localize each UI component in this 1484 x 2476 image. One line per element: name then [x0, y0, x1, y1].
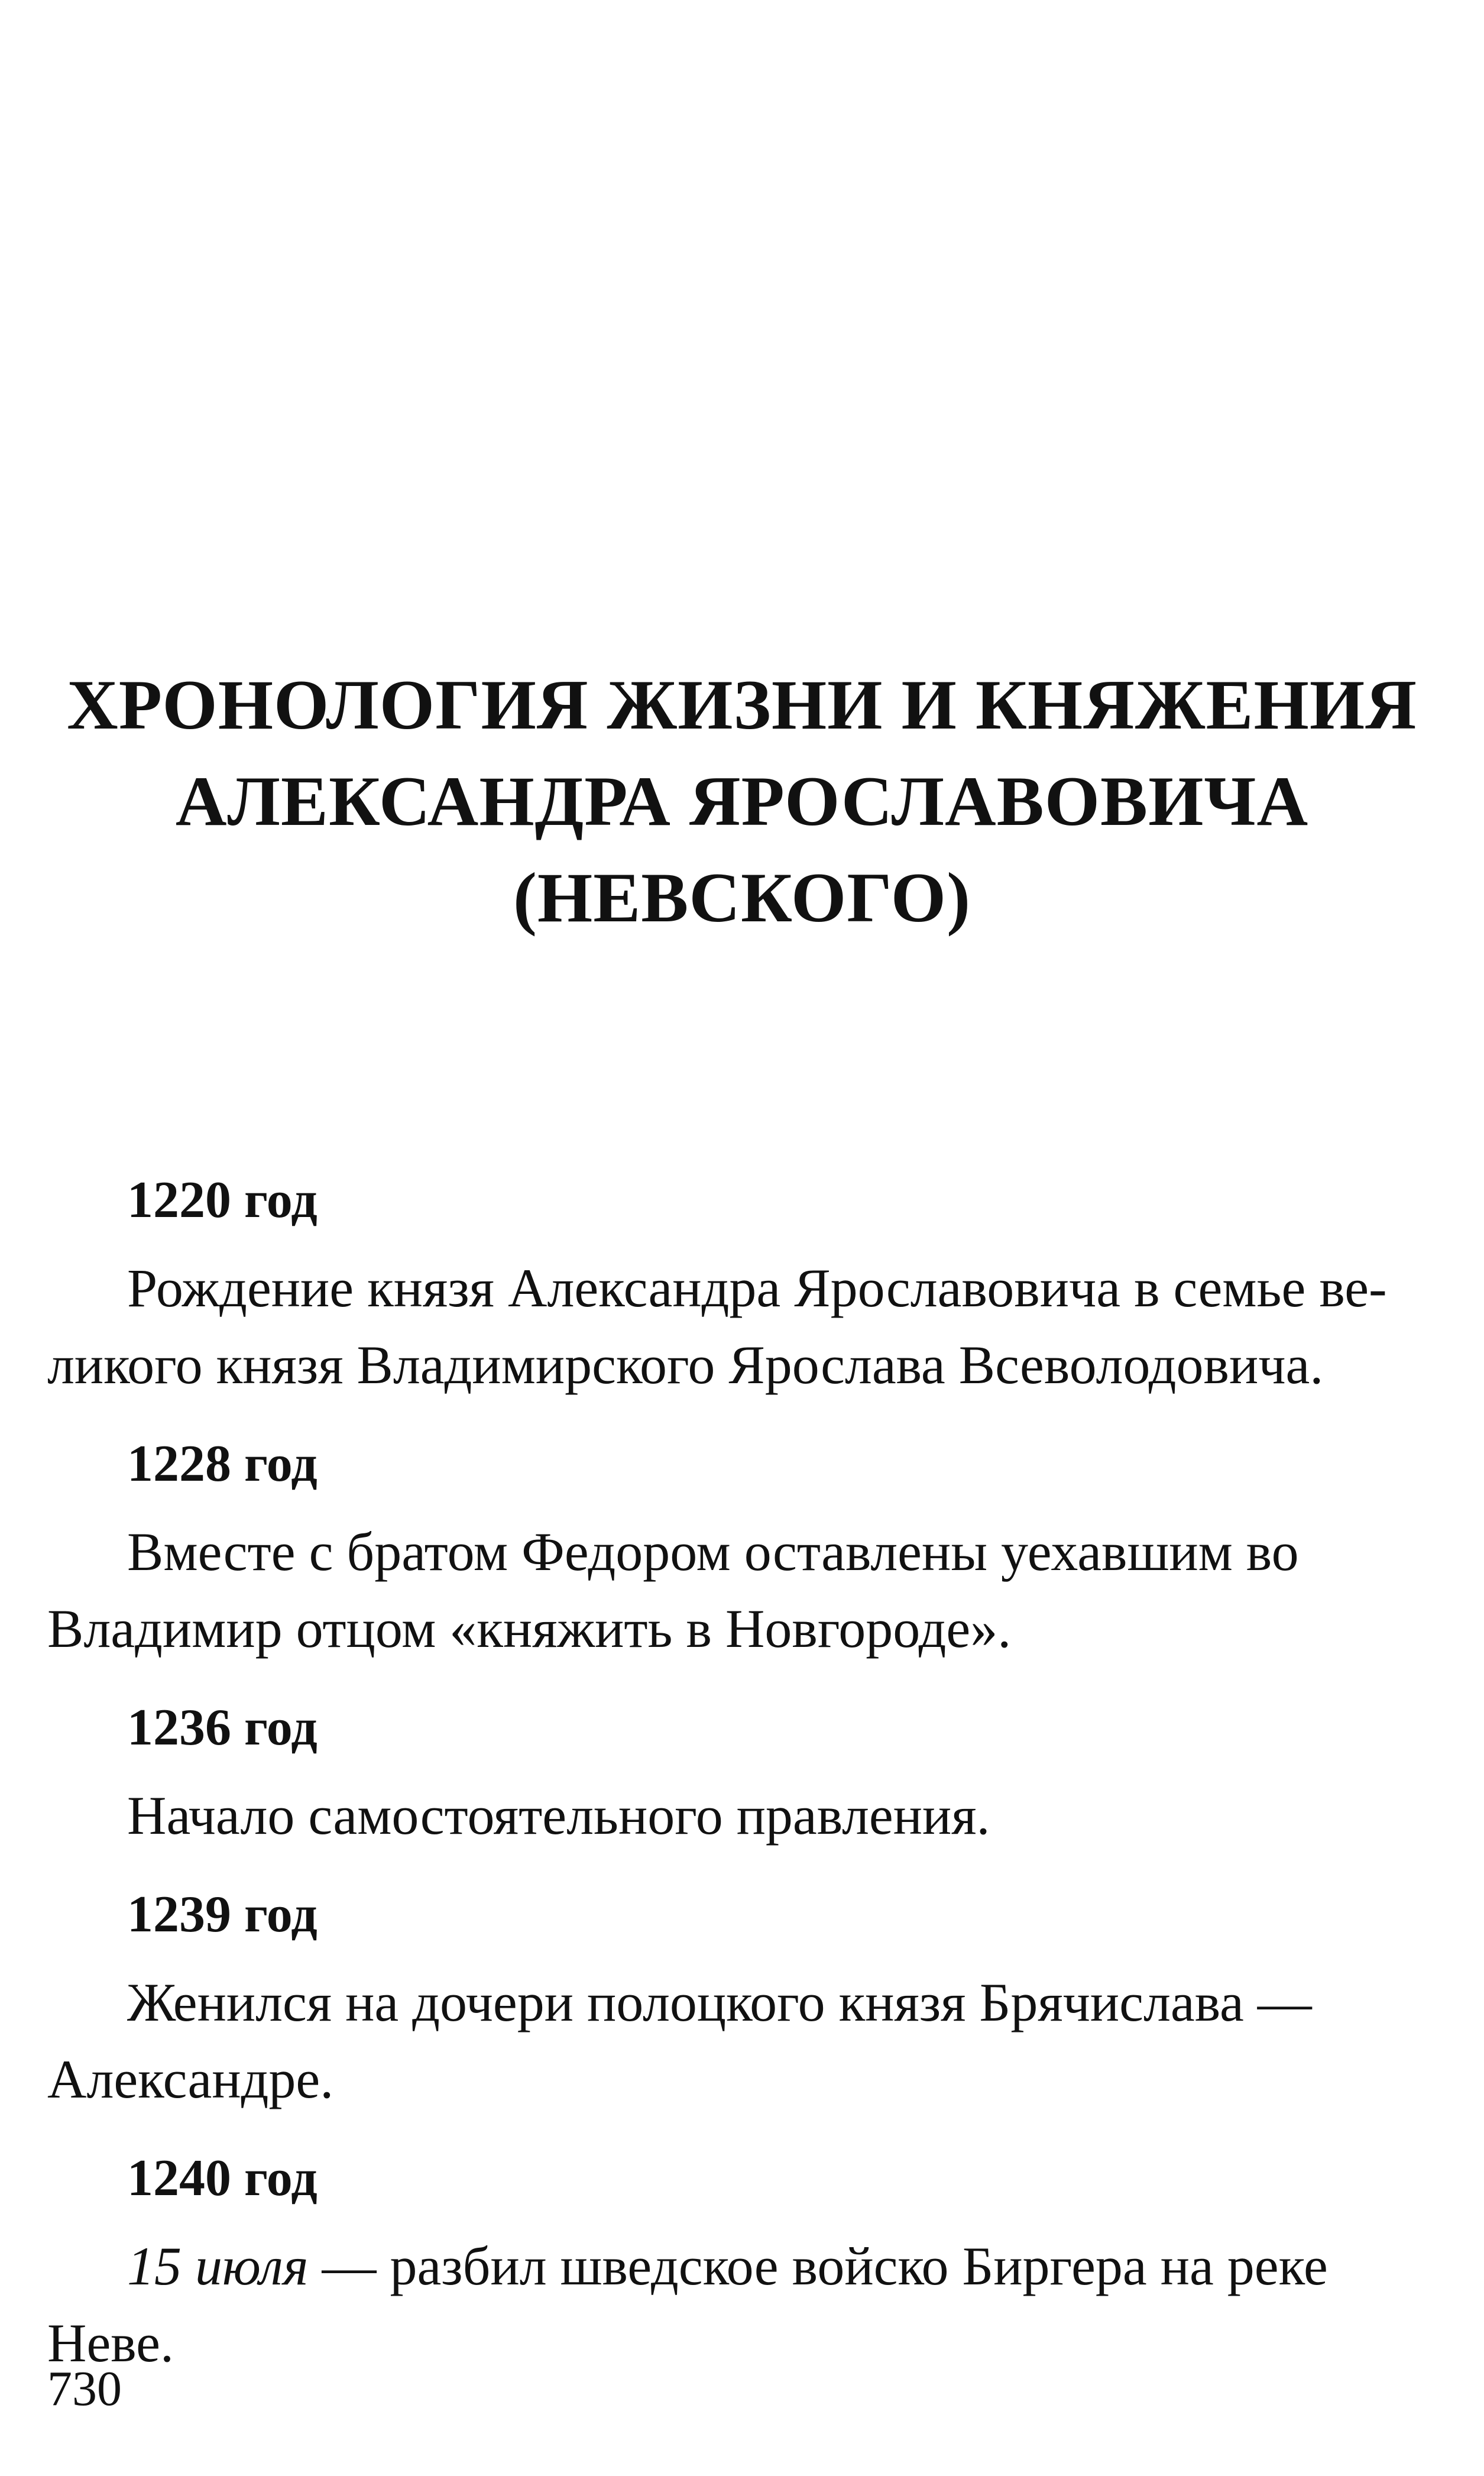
title-line: ХРОНОЛОГИЯ ЖИЗНИ И КНЯЖЕНИЯ	[67, 665, 1417, 744]
chronology-entry	[47, 2146, 1440, 2381]
entry-year: 1240 год	[127, 2150, 317, 2207]
chapter-title	[0, 656, 1484, 946]
entry-text-line: — разбил шведское войско Биргера на реке	[308, 2236, 1328, 2296]
chronology-list	[47, 1168, 1440, 2410]
entry-text-line: Владимир отцом «княжить в Новгороде».	[47, 1598, 1012, 1659]
chronology-entry	[47, 1695, 1440, 1854]
entry-year: 1228 год	[127, 1435, 317, 1493]
chronology-entry	[47, 1168, 1440, 1403]
entry-year: 1236 год	[127, 1699, 317, 1756]
entry-date: 15 июля	[127, 2236, 309, 2296]
entry-text	[47, 1777, 1440, 1854]
chronology-entry	[47, 1432, 1440, 1667]
entry-text	[47, 1964, 1440, 2118]
entry-text	[47, 1250, 1440, 1403]
title-line: (НЕВСКОГО)	[513, 858, 971, 937]
entry-text	[47, 2228, 1440, 2381]
entry-text-line: Рождение князя Александра Ярославовича в семье ве-	[127, 1258, 1387, 1318]
entry-text-line: Александре.	[47, 2049, 334, 2109]
entry-text-line: Начало самостоятельного правления.	[127, 1785, 990, 1846]
entry-year: 1239 год	[127, 1886, 317, 1943]
title-line: АЛЕКСАНДРА ЯРОСЛАВОВИЧА	[175, 762, 1309, 840]
entry-text-line: Вместе с братом Федором оставлены уехавшим во	[127, 1522, 1299, 1582]
page-number: 730	[47, 2361, 122, 2416]
entry-text-line: Неве.	[47, 2313, 174, 2373]
entry-year: 1220 год	[127, 1171, 317, 1229]
entry-text-line: ликого князя Владимирского Ярослава Всеволодовича.	[47, 1335, 1324, 1395]
chronology-entry	[47, 1882, 1440, 2118]
entry-text	[47, 1513, 1440, 1667]
entry-text-line: Женился на дочери полоцкого князя Брячислава —	[127, 1972, 1312, 2032]
